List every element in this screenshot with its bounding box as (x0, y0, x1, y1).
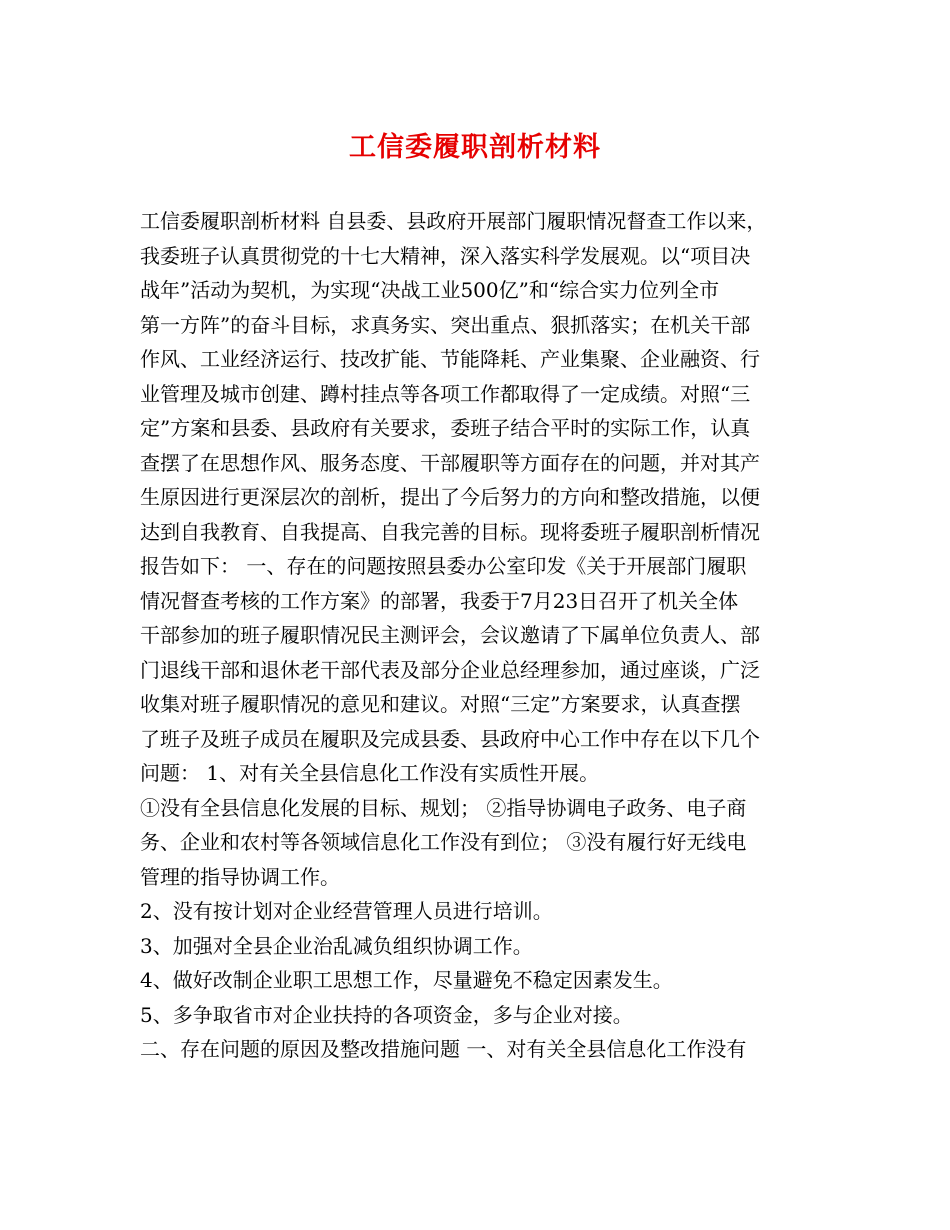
body-line: 2、没有按计划对企业经营管理人员进行培训。 (140, 899, 553, 923)
body-line: 业管理及城市创建、蹲村挂点等各项工作都取得了一定成绩。对照“三 (140, 381, 751, 406)
body-line: 二、存在问题的原因及整改措施问题 一、对有关全县信息化工作没有 (140, 1037, 747, 1061)
body-line: 我委班子认真贯彻党的十七大精神，深入落实科学发展观。以“项目决 (140, 243, 751, 268)
document-body (140, 204, 820, 1067)
body-line: 干部参加的班子履职情况民主测评会，会议邀请了下属单位负责人、部 (140, 623, 760, 647)
body-line: 战年”活动为契机，为实现“决战工业500亿”和“综合实力位列全市 (140, 278, 720, 302)
body-line: 工信委履职剖析材料 自县委、县政府开展部门履职情况督查工作以来， (140, 209, 767, 233)
body-line: 3、加强对全县企业治乱减负组织协调工作。 (140, 933, 533, 958)
body-line: 管理的指导协调工作。 (140, 864, 340, 889)
document-title: 工信委履职剖析材料 (349, 132, 601, 163)
body-line: 报告如下： 一、存在的问题按照县委办公室印发《关于开展部门履职 (140, 554, 747, 578)
body-line: 达到自我教育、自我提高、自我完善的目标。现将委班子履职剖析情况 (140, 519, 760, 544)
body-line: 4、做好改制企业职工思想工作，尽量避免不稳定因素发生。 (140, 968, 673, 992)
body-line: 生原因进行更深层次的剖析，提出了今后努力的方向和整改措施，以便 (140, 485, 760, 509)
body-line: 第一方阵”的奋斗目标，求真务实、突出重点、狠抓落实；在机关干部 (140, 312, 751, 337)
body-line: 了班子及班子成员在履职及完成县委、县政府中心工作中存在以下几个 (140, 726, 760, 751)
body-line: 5、多争取省市对企业扶持的各项资金，多与企业对接。 (140, 1002, 633, 1027)
body-line: 查摆了在思想作风、服务态度、干部履职等方面存在的问题，并对其产 (140, 450, 760, 475)
body-line: ①没有全县信息化发展的目标、规划； ②指导协调电子政务、电子商 (140, 795, 747, 820)
body-line: 问题： 1、对有关全县信息化工作没有实质性开展。 (140, 761, 600, 785)
body-line: 门退线干部和退休老干部代表及部分企业总经理参加，通过座谈，广泛 (140, 657, 760, 682)
body-line: 务、企业和农村等各领域信息化工作没有到位； ③没有履行好无线电 (140, 830, 747, 854)
body-line: 情况督查考核的工作方案》的部署，我委于7月23日召开了机关全体 (140, 588, 739, 613)
body-line: 作风、工业经济运行、技改扩能、节能降耗、产业集聚、企业融资、行 (140, 347, 760, 371)
body-line: 收集对班子履职情况的意见和建议。对照“三定”方案要求，认真查摆 (140, 692, 741, 716)
body-line: 定”方案和县委、县政府有关要求，委班子结合平时的实际工作，认真 (140, 416, 751, 440)
